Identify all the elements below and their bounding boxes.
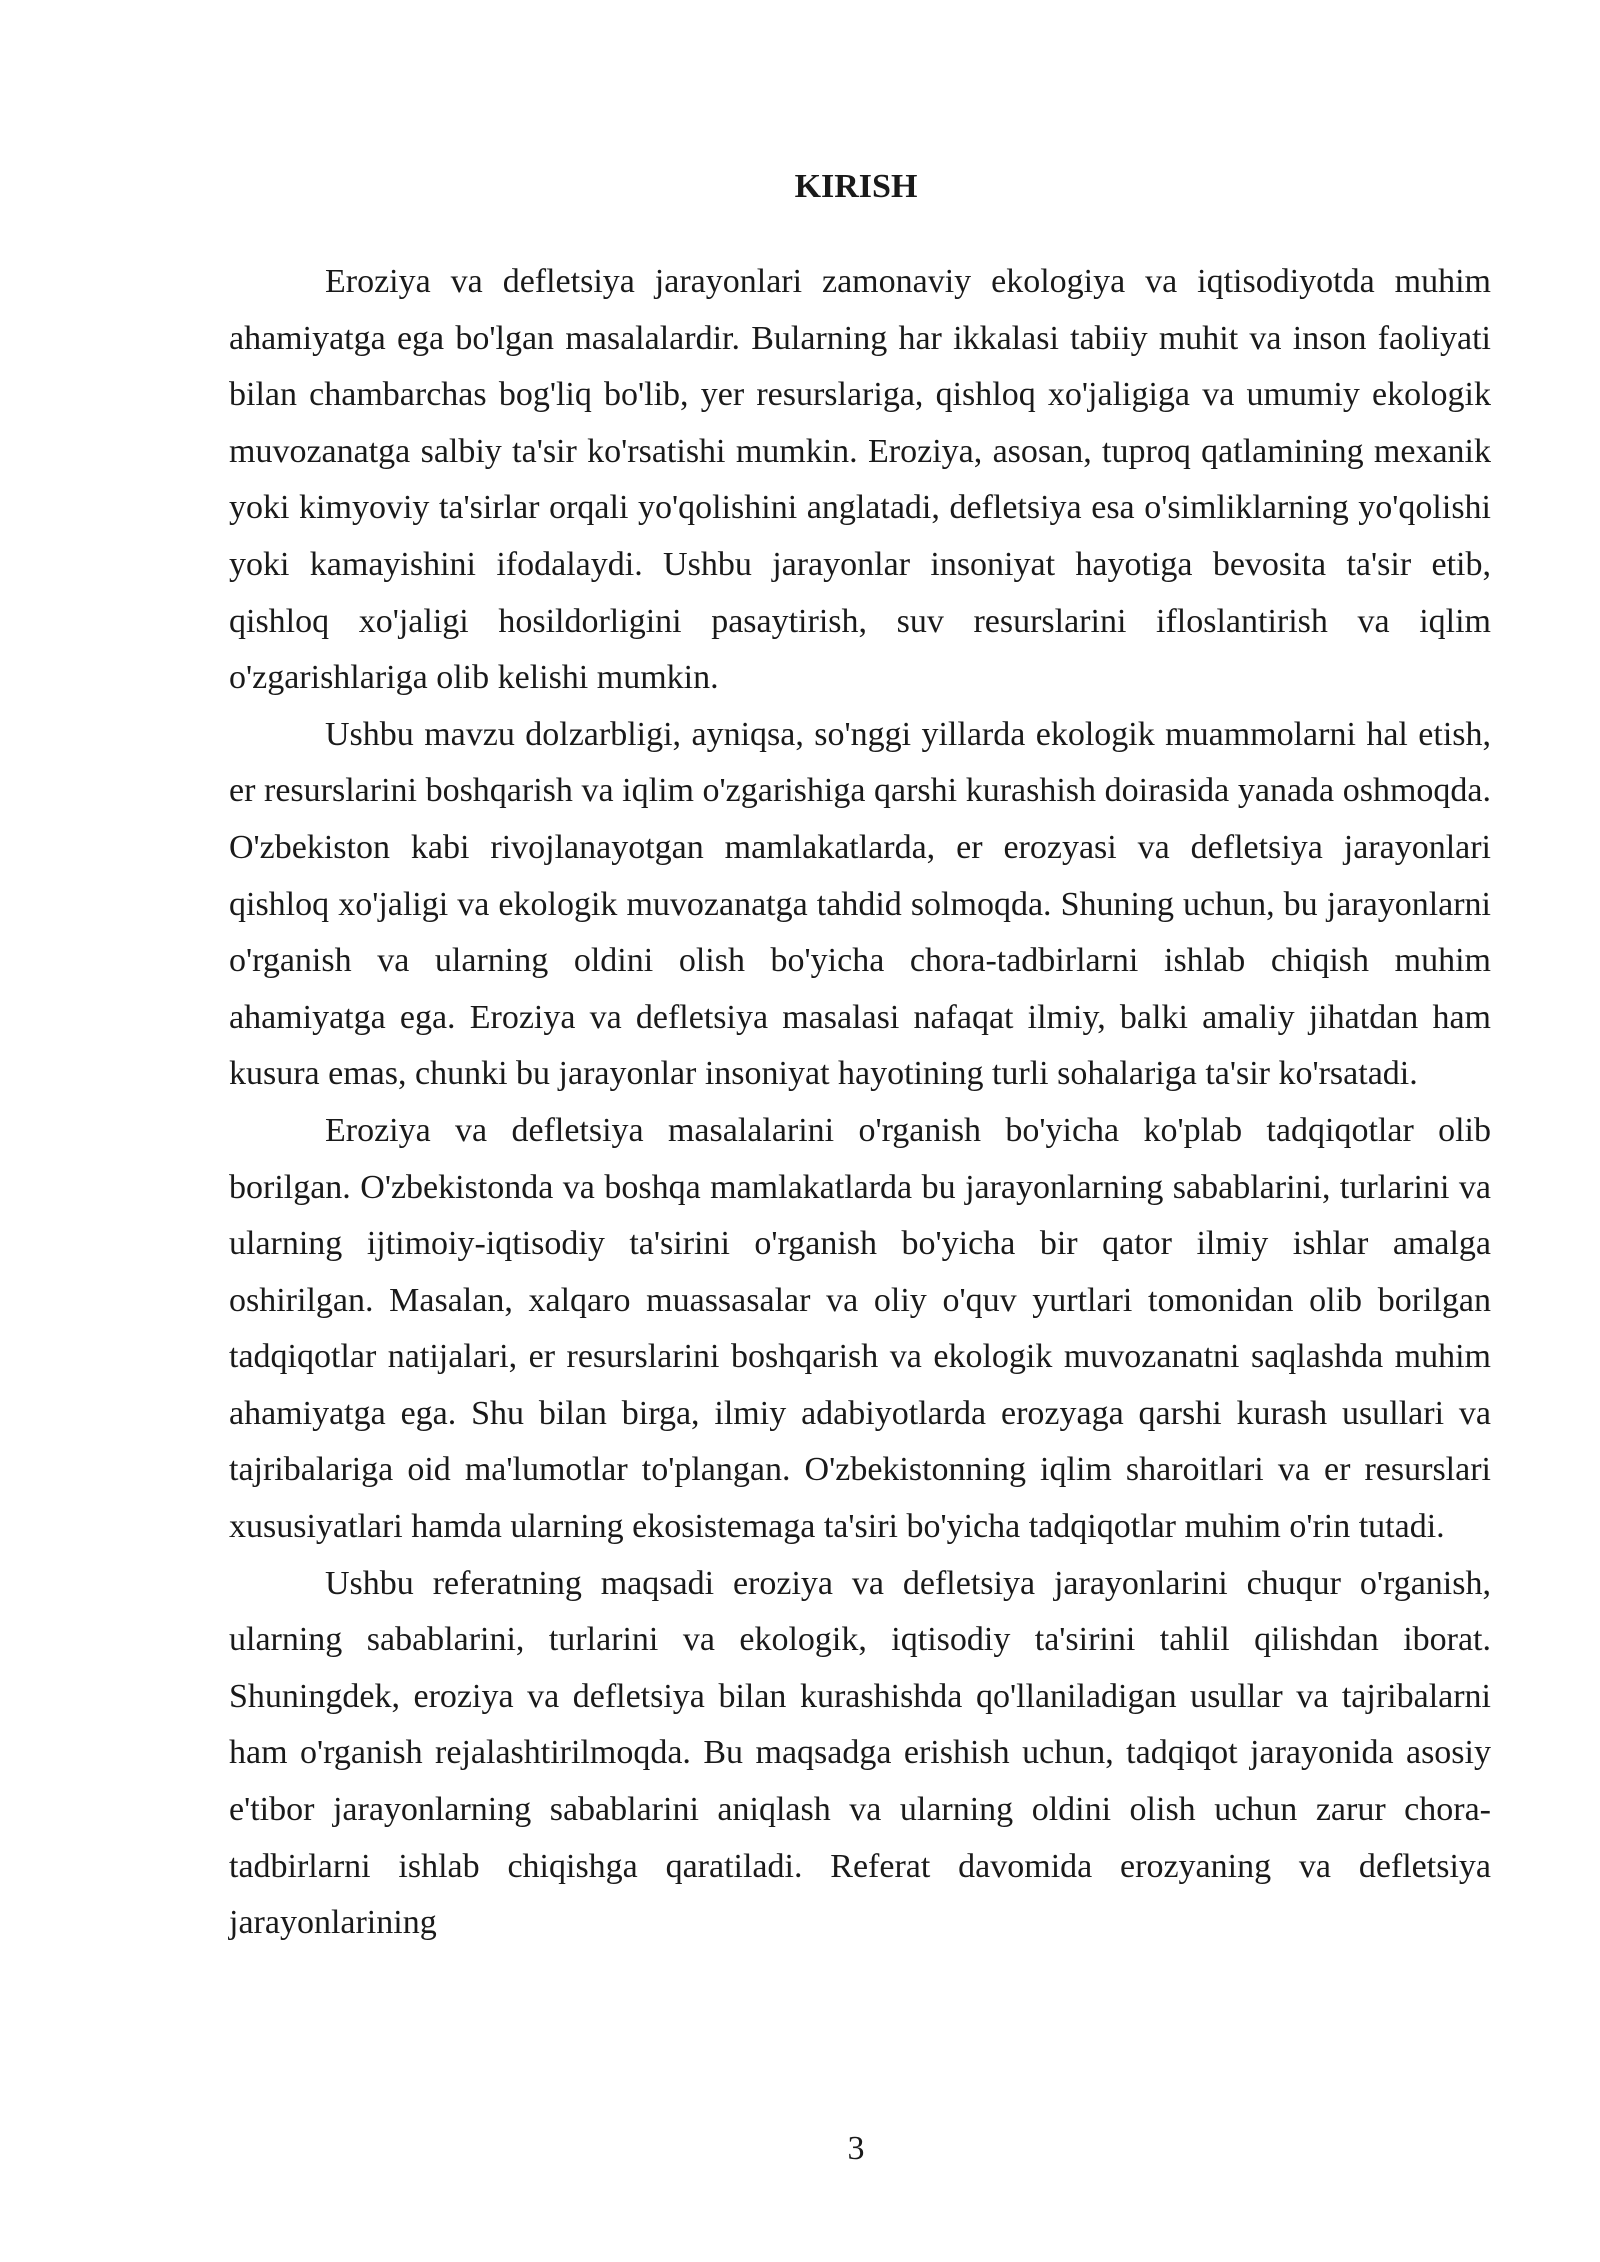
paragraph-4: Ushbu referatning maqsadi eroziya va defletsiya jarayonlarini chuqur o'rganish, ularning sabablarini, turlarini va ekologik, iqtisodiy ta'sirini tahlil qilishdan iborat. Shuningdek, eroziya va defletsiya bilan kurashishda qo'llaniladigan usullar va tajribalarni ham o'rganish rejalashtirilmoqda. Bu maqsadga erishish uchun, tadqiqot jarayonida asosiy e'tibor jarayonlarning sabablarini aniqlash va ularning oldini olish uchun zarur chora-tadbirlarni ishlab chiqishga qaratiladi. Referat davomida erozyaning va defletsiya jarayonlarining	[229, 1564, 1491, 1942]
page-number: 3	[847, 2130, 865, 2167]
body-text	[229, 254, 1491, 1952]
section-title: KIRISH	[794, 168, 918, 205]
paragraph-3: Eroziya va defletsiya masalalarini o'rganish bo'yicha ko'plab tadqiqotlar olib borilgan. O'zbekistonda va boshqa mamlakatlarda bu jarayonlarning sabablarini, turlarini va ularning ijtimoiy-iqtisodiy ta'sirini o'rganish bo'yicha bir qator ilmiy ishlar amalga oshirilgan. Masalan, xalqaro muassasalar va oliy o'quv yurtlari tomonidan olib borilgan tadqiqotlar natijalari, er resurslarini boshqarish va ekologik muvozanatni saqlashda muhim ahamiyatga ega. Shu bilan birga, ilmiy adabiyotlarda erozyaga qarshi kurash usullari va tajribalariga oid ma'lumotlar to'plangan. O'zbekistonning iqlim sharoitlari va er resurslari xususiyatlari hamda ularning ekosistemaga ta'siri bo'yicha tadqiqotlar muhim o'rin tutadi.	[229, 1111, 1491, 1546]
paragraph-1: Eroziya va defletsiya jarayonlari zamonaviy ekologiya va iqtisodiyotda muhim ahamiyatga ega bo'lgan masalalardir. Bularning har ikkalasi tabiiy muhit va inson faoliyati bilan chambarchas bog'liq bo'lib, yer resurslariga, qishloq xo'jaligiga va umumiy ekologik muvozanatga salbiy ta'sir ko'rsatishi mumkin. Eroziya, asosan, tuproq qatlamining mexanik yoki kimyoviy ta'sirlar orqali yo'qolishini anglatadi, defletsiya esa o'simliklarning yo'qolishi yoki kamayishini ifodalaydi. Ushbu jarayonlar insoniyat hayotiga bevosita ta'sir etib, qishloq xo'jaligi hosildorligini pasaytirish, suv resurslarini ifloslantirish va iqlim o'zgarishlariga olib kelishi mumkin.	[229, 263, 1491, 697]
paragraph-2: Ushbu mavzu dolzarbligi, ayniqsa, so'nggi yillarda ekologik muammolarni hal etish, er resurslarini boshqarish va iqlim o'zgarishiga qarshi kurashish doirasida yanada oshmoqda. O'zbekiston kabi rivojlanayotgan mamlakatlarda, er erozyasi va defletsiya jarayonlari qishloq xo'jaligi va ekologik muvozanatga tahdid solmoqda. Shuning uchun, bu jarayonlarni o'rganish va ularning oldini olish bo'yicha chora-tadbirlarni ishlab chiqish muhim ahamiyatga ega. Eroziya va defletsiya masalasi nafaqat ilmiy, balki amaliy jihatdan ham kusura emas, chunki bu jarayonlar insoniyat hayotining turli sohalariga ta'sir ko'rsatadi.	[229, 715, 1491, 1093]
